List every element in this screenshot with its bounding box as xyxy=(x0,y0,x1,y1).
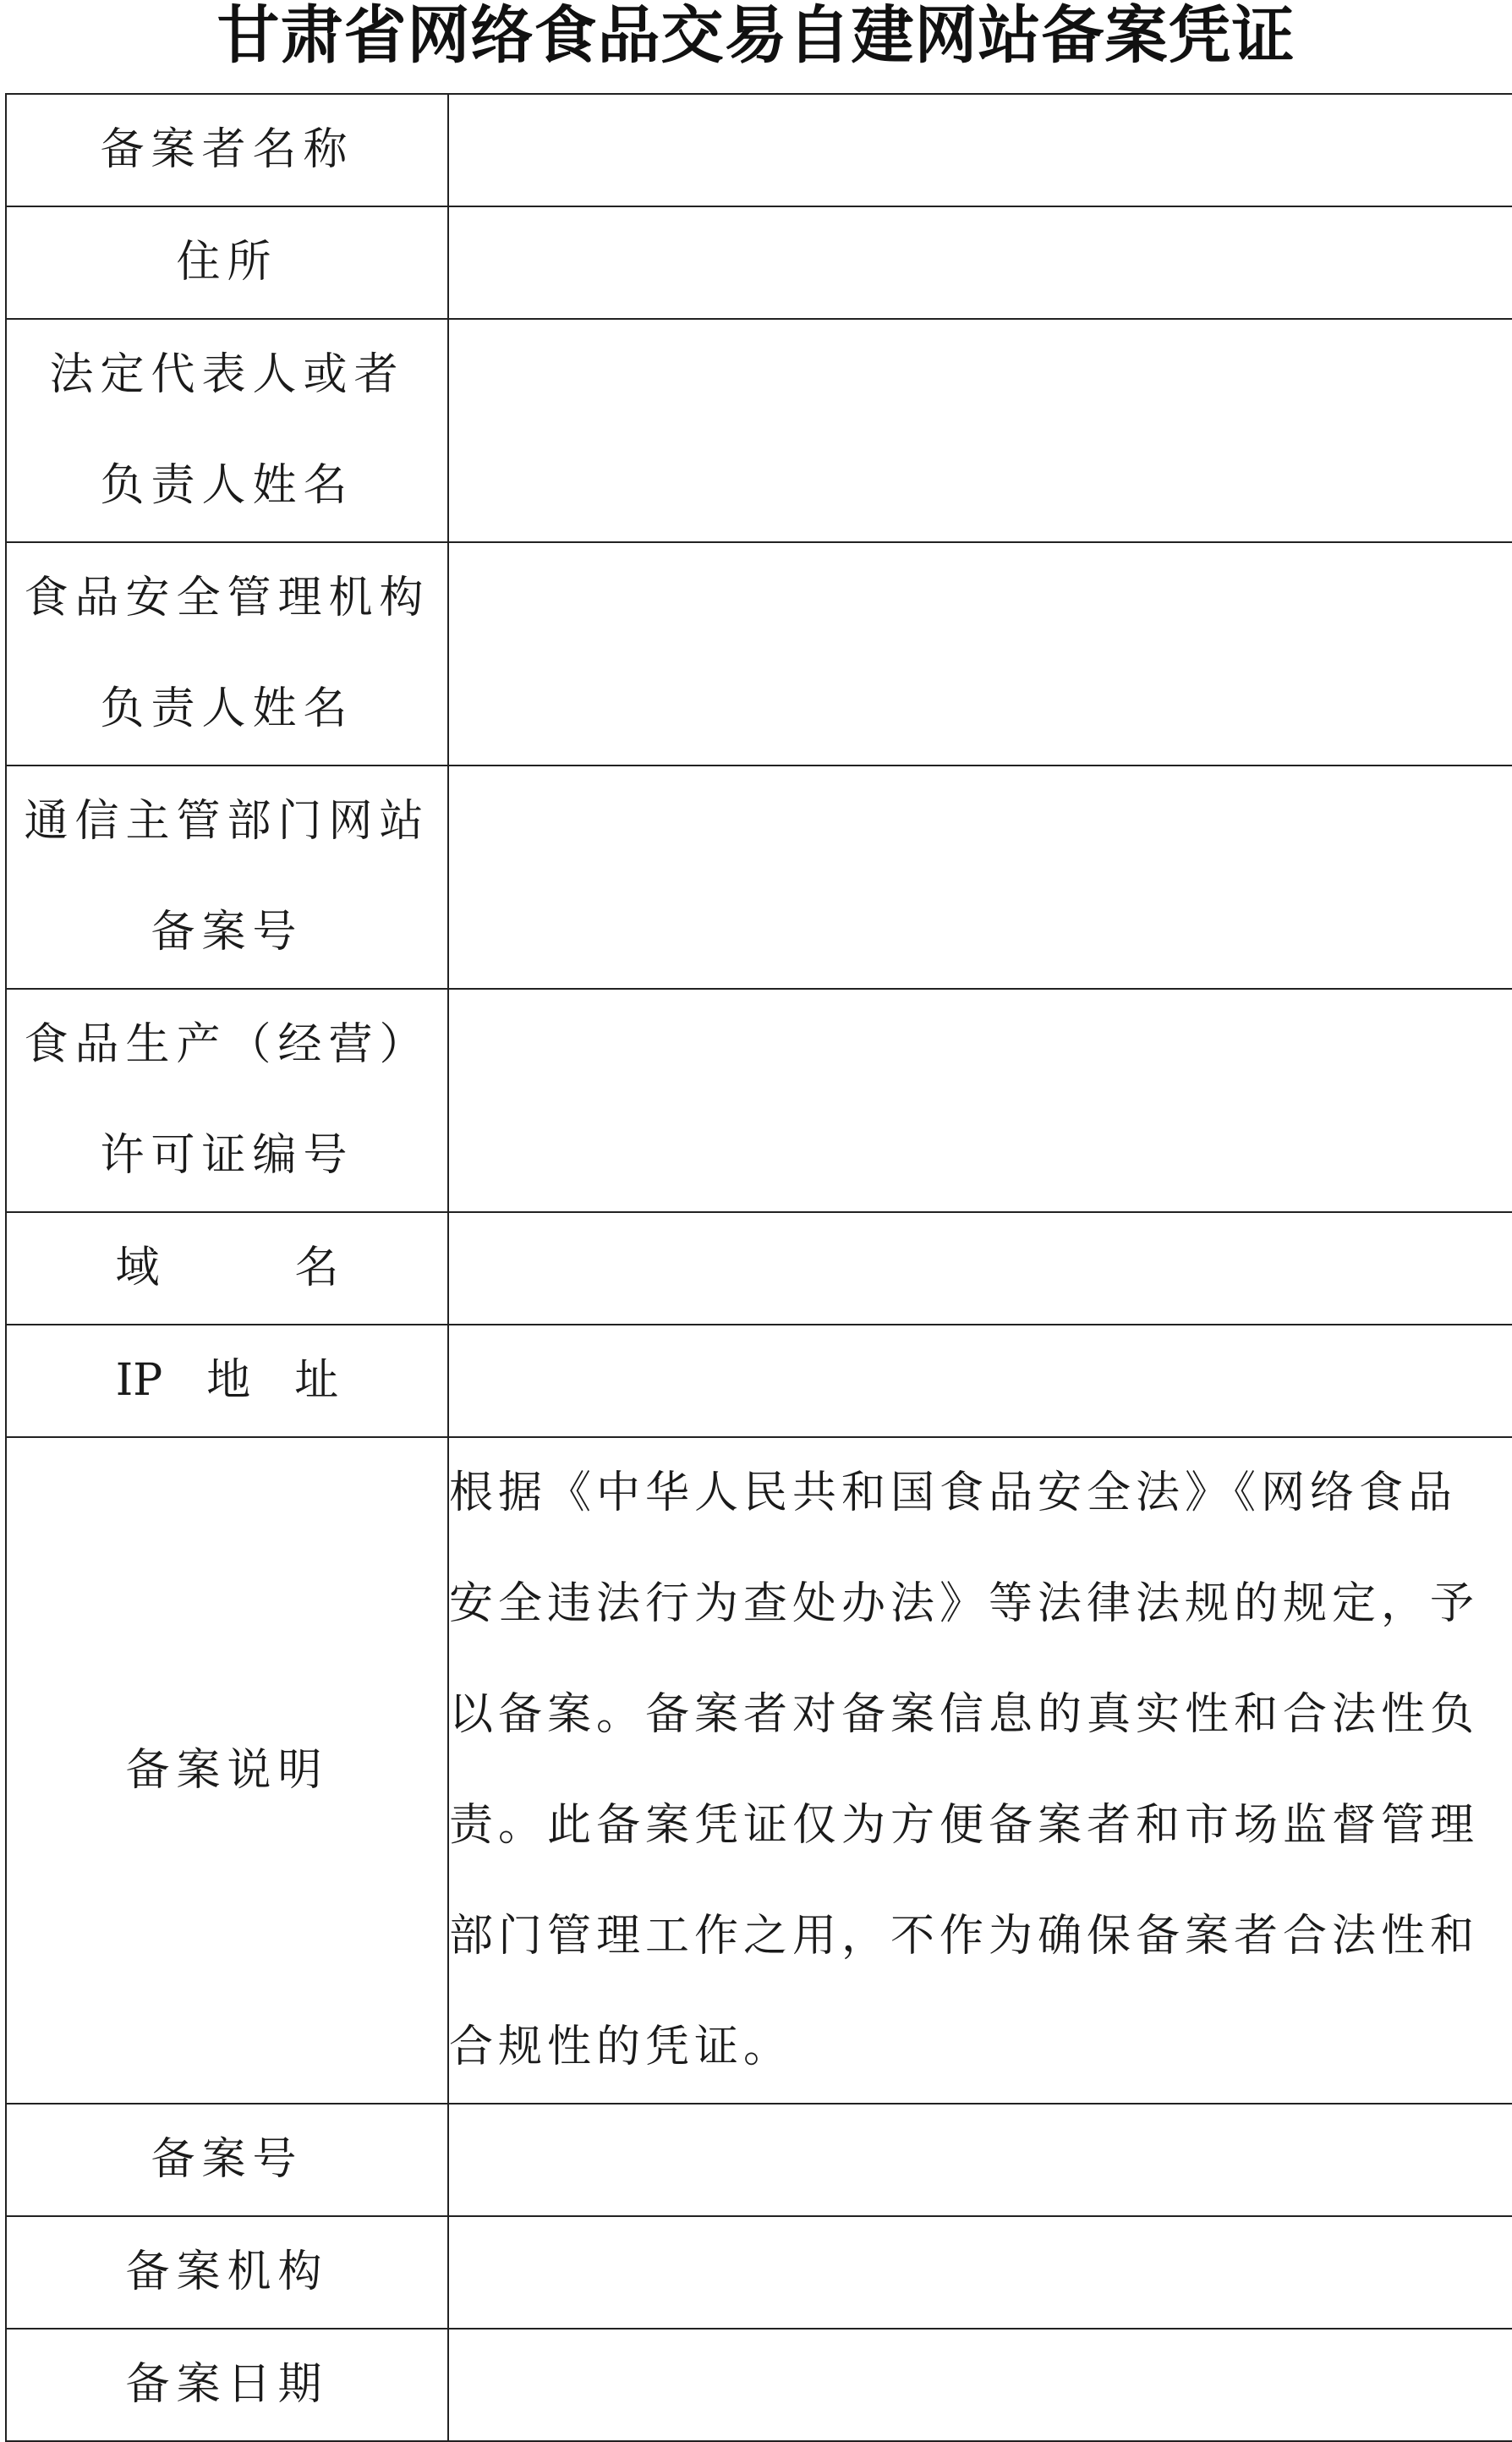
food-safety-head-label: 食品安全管理机构 负责人姓名 xyxy=(6,542,448,766)
domain-label xyxy=(6,1212,448,1325)
row-record-number xyxy=(6,2104,1512,2216)
row-registrant-name xyxy=(6,94,1512,206)
row-record-description xyxy=(6,1437,1512,2104)
food-license-field[interactable] xyxy=(448,989,1512,1212)
ip-label-part1: IP xyxy=(115,1355,163,1406)
description-line: 合规性的凭证。 xyxy=(449,2022,793,2072)
description-line: 根据《中华人民共和国食品安全法》《网络食品 xyxy=(449,1468,1458,1518)
record-date-field[interactable] xyxy=(448,2329,1512,2441)
row-record-date xyxy=(6,2329,1512,2441)
food-safety-head-field[interactable] xyxy=(448,542,1512,766)
address-label: 住所 xyxy=(6,206,448,319)
record-description-text xyxy=(448,1437,1512,2104)
description-line: 以备案。备案者对备案信息的真实性和合法性负 xyxy=(449,1689,1480,1740)
legal-representative-label: 法定代表人或者 负责人姓名 xyxy=(6,319,448,542)
domain-label-part1: 域 xyxy=(115,1243,160,1293)
description-line: 安全违法行为查处办法》等法律法规的规定，予 xyxy=(449,1578,1480,1629)
record-date-label: 备案日期 xyxy=(6,2329,448,2441)
page-title: 甘肃省网络食品交易自建网站备案凭证 xyxy=(216,0,1296,72)
registrant-name-field[interactable] xyxy=(448,94,1512,206)
row-record-agency xyxy=(6,2216,1512,2329)
description-line: 部门管理工作之用，不作为确保备案者合法性和 xyxy=(449,1911,1480,1962)
icp-record-field[interactable] xyxy=(448,766,1512,989)
icp-record-label: 通信主管部门网站 备案号 xyxy=(6,766,448,989)
ip-label-part2: 地 xyxy=(206,1355,251,1406)
row-icp-record xyxy=(6,766,1512,989)
domain-field[interactable] xyxy=(448,1212,1512,1325)
row-address xyxy=(6,206,1512,319)
record-agency-field[interactable] xyxy=(448,2216,1512,2329)
description-line: 责。此备案凭证仅为方便备案者和市场监督管理 xyxy=(449,1800,1480,1851)
row-ip-address xyxy=(6,1325,1512,1437)
row-domain xyxy=(6,1212,1512,1325)
row-food-safety-head xyxy=(6,542,1512,766)
row-legal-representative xyxy=(6,319,1512,542)
record-agency-label: 备案机构 xyxy=(6,2216,448,2329)
record-number-label: 备案号 xyxy=(6,2104,448,2216)
domain-label-part2: 名 xyxy=(294,1243,339,1293)
record-certificate-form xyxy=(5,93,1512,2442)
ip-address-field[interactable] xyxy=(448,1325,1512,1437)
food-license-label: 食品生产（经营） 许可证编号 xyxy=(6,989,448,1212)
record-description-label: 备案说明 xyxy=(6,1437,448,2104)
legal-representative-field[interactable] xyxy=(448,319,1512,542)
ip-address-label xyxy=(6,1325,448,1437)
registrant-name-label: 备案者名称 xyxy=(6,94,448,206)
record-number-field[interactable] xyxy=(448,2104,1512,2216)
address-field[interactable] xyxy=(448,206,1512,319)
ip-label-part3: 址 xyxy=(294,1355,339,1406)
row-food-license xyxy=(6,989,1512,1212)
